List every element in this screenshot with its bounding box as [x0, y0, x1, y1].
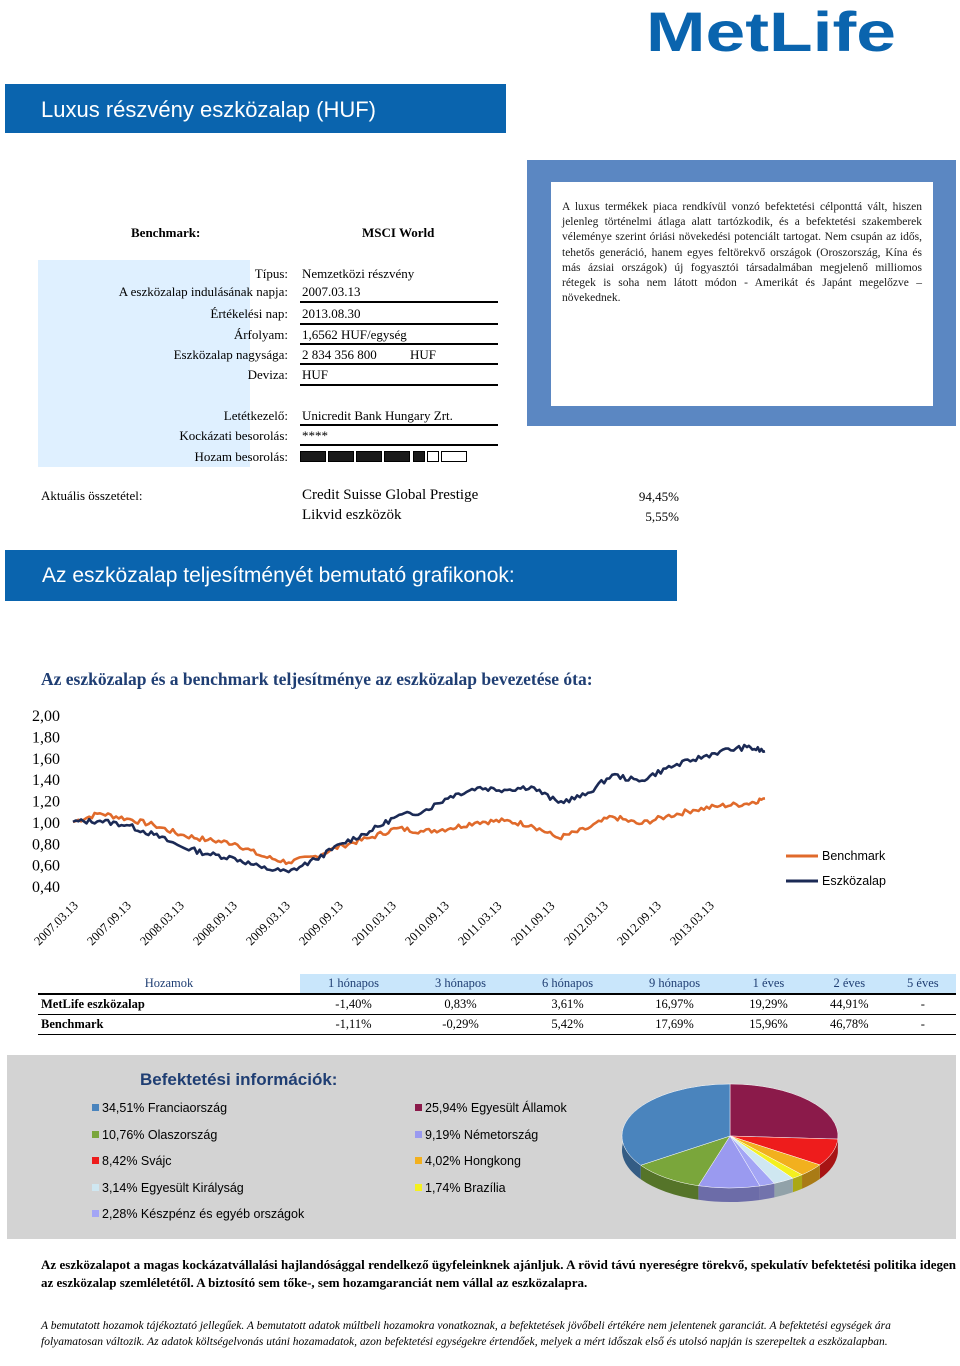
geo-legend-item — [415, 1101, 567, 1115]
table-cell: 3,61% — [514, 994, 621, 1014]
x-tick-label: 2008.09.13 — [190, 898, 240, 949]
composition-item-name: Likvid eszközök — [302, 507, 402, 523]
table-cell: 15,96% — [728, 1014, 809, 1034]
y-tick-label: 1,00 — [32, 814, 60, 832]
benchmark-label: Benchmark: — [131, 225, 201, 240]
pie-slice — [730, 1084, 838, 1139]
y-tick-label: 0,60 — [32, 857, 60, 875]
geo-legend-label: 2,28% Készpénz és egyéb országok — [102, 1207, 305, 1221]
geo-legend-item — [415, 1181, 506, 1195]
detail-value-risk: **** — [302, 428, 328, 443]
detail-label-valuation: Értékelési nap: — [210, 306, 288, 321]
legend-swatch — [92, 1157, 99, 1164]
y-tick-label: 1,60 — [32, 750, 60, 768]
performance-table — [38, 974, 956, 1035]
geo-legend-item — [92, 1154, 171, 1168]
table-header-cell: 1 hónapos — [300, 974, 407, 994]
table-cell: -1,11% — [300, 1014, 407, 1034]
composition-item-value: 94,45% — [638, 489, 679, 504]
x-tick-label: 2007.03.13 — [31, 898, 81, 949]
detail-label-custodian: Letétkezelő: — [223, 408, 288, 423]
x-tick-label: 2011.03.13 — [455, 898, 505, 949]
geo-legend-label: 3,14% Egyesült Királyság — [102, 1181, 244, 1195]
geo-legend-item — [415, 1128, 538, 1142]
detail-label-type: Típus: — [254, 266, 288, 281]
chart-title: Az eszközalap és a benchmark teljesítménye az eszközalap bevezetése óta: — [41, 669, 593, 689]
detail-value-start: 2007.03.13 — [302, 284, 361, 299]
detail-value-size-unit: HUF — [410, 347, 437, 362]
x-tick-label: 2013.03.13 — [667, 898, 717, 949]
divider — [300, 343, 498, 345]
table-header-cell: 3 hónapos — [407, 974, 514, 994]
y-tick-label: 0,80 — [32, 836, 60, 854]
detail-label-start: A eszközalap indulásának napja: — [118, 284, 288, 299]
composition-item-value: 5,55% — [645, 509, 679, 524]
section-title: Az eszközalap teljesítményét bemutató grafikonok: — [42, 564, 515, 587]
geo-title: Befektetési információk: — [140, 1070, 338, 1089]
legend-swatch — [92, 1184, 99, 1191]
table-row — [38, 994, 956, 1014]
yield-box-empty — [441, 451, 467, 462]
detail-label-risk: Kockázati besorolás: — [179, 428, 288, 443]
x-tick-label: 2012.09.13 — [614, 898, 664, 949]
detail-value-type: Nemzetközi részvény — [302, 266, 415, 281]
yield-box-filled — [328, 451, 354, 462]
detail-label-size: Eszközalap nagysága: — [173, 347, 288, 362]
section-bar — [5, 550, 677, 601]
series-line-benchmark — [73, 798, 765, 863]
detail-label-price: Árfolyam: — [233, 327, 288, 342]
yield-box-filled — [384, 451, 410, 462]
table-row-name: MetLife eszközalap — [38, 994, 300, 1014]
yield-box-filled — [413, 451, 425, 462]
legend-label: Benchmark — [822, 849, 886, 863]
x-tick-label: 2009.03.13 — [243, 898, 293, 949]
geo-legend-label: 10,76% Olaszország — [102, 1128, 218, 1142]
legend-swatch — [415, 1104, 422, 1111]
y-tick-label: 1,40 — [32, 772, 60, 790]
fund-description: A luxus termékek piaca rendkívül vonzó befektetési célponttá vált, hiszen jelenleg történelmi átlaga alatt tartózkodik, és a befektetési szakemberek véleménye szerint óriási növekedési potenciált tartogat. Nem csupán az idős, tehetős generáció, hanem egyes feltörekvő országok (Oroszország, Kína és más ázsiai országok) új fogyasztói társadalmában megjelenő milliomos rétegek is soha nem látott módon - Amerikát és Japánt megelőzve – növekednek. — [562, 201, 922, 305]
legend-swatch — [415, 1131, 422, 1138]
geo-legend-label: 34,51% Franciaország — [102, 1101, 228, 1115]
table-header-cell: 2 éves — [809, 974, 890, 994]
y-tick-label: 2,00 — [32, 708, 60, 725]
detail-value-size: 2 834 356 800 — [302, 347, 377, 362]
table-header-cell: 9 hónapos — [621, 974, 728, 994]
metlife-logo — [646, 4, 898, 58]
table-cell: 44,91% — [809, 994, 890, 1014]
divider — [300, 424, 498, 426]
table-cell: - — [890, 994, 956, 1014]
divider — [300, 301, 498, 303]
detail-label-yield-class: Hozam besorolás: — [194, 449, 288, 464]
detail-value-currency: HUF — [302, 367, 329, 382]
table-row — [38, 1014, 956, 1034]
x-tick-label: 2010.03.13 — [349, 898, 399, 949]
divider — [300, 444, 498, 446]
table-header-cell: 5 éves — [890, 974, 956, 994]
x-tick-label: 2012.03.13 — [561, 898, 611, 949]
yield-box-filled — [356, 451, 382, 462]
table-row-name: Benchmark — [38, 1014, 300, 1034]
geo-pie-chart — [620, 1078, 850, 1228]
geo-legend-item — [415, 1154, 521, 1168]
table-header-cell: 1 éves — [728, 974, 809, 994]
x-tick-label: 2007.09.13 — [84, 898, 134, 949]
table-cell: 46,78% — [809, 1014, 890, 1034]
legend-swatch — [92, 1104, 99, 1111]
yield-box-filled — [300, 451, 326, 462]
benchmark-value: MSCI World — [362, 225, 435, 240]
geo-legend-label: 4,02% Hongkong — [425, 1154, 521, 1168]
legend-swatch — [92, 1131, 99, 1138]
table-cell: 17,69% — [621, 1014, 728, 1034]
composition-item-name: Credit Suisse Global Prestige — [302, 487, 479, 503]
divider — [300, 323, 498, 325]
table-cell: 5,42% — [514, 1014, 621, 1034]
metlife-logo-text: MetLife — [646, 4, 896, 58]
legend-swatch — [415, 1184, 422, 1191]
legend-label: Eszközalap — [822, 874, 886, 888]
x-tick-label: 2009.09.13 — [296, 898, 346, 949]
geo-legend-item — [92, 1207, 304, 1221]
table-cell: -0,29% — [407, 1014, 514, 1034]
y-tick-label: 0,40 — [32, 879, 60, 896]
yield-box-empty — [427, 451, 439, 462]
x-tick-label: 2008.03.13 — [137, 898, 187, 949]
x-tick-label: 2010.09.13 — [402, 898, 452, 949]
geo-legend-label: 25,94% Egyesült Államok — [425, 1101, 567, 1115]
legend-swatch — [415, 1157, 422, 1164]
detail-value-valuation: 2013.08.30 — [302, 306, 361, 321]
table-cell: 19,29% — [728, 994, 809, 1014]
divider — [300, 384, 498, 386]
table-header-row — [38, 974, 956, 994]
table-header-cell: Hozamok — [38, 974, 300, 994]
composition-label: Aktuális összetétel: — [41, 488, 143, 503]
y-tick-label: 1,80 — [32, 729, 60, 747]
y-tick-label: 1,20 — [32, 793, 60, 811]
detail-value-price: 1,6562 HUF/egység — [302, 327, 407, 342]
geo-legend-item — [92, 1101, 227, 1115]
table-cell: -1,40% — [300, 994, 407, 1014]
divider — [300, 363, 498, 365]
footnote: A bemutatott hozamok tájékoztató jellegűek. A bemutatott adatok múltbeli hozamokra vonatkoznak, a befektetések jövőbeli értékére nem jelentenek garanciát. A befektetési egységek ára folyamatosan változik. Az adatok költségelvonás utáni hozamadatok, azon befektetési egységekre értendőek, melyek a mért időszak első és utolsó napján is szerepeltek a eszközalapban. — [41, 1320, 891, 1348]
table-cell: 0,83% — [407, 994, 514, 1014]
x-tick-label: 2011.09.13 — [508, 898, 558, 949]
geo-legend-item — [92, 1128, 217, 1142]
table-header-cell: 6 hónapos — [514, 974, 621, 994]
table-cell: 16,97% — [621, 994, 728, 1014]
series-line-eszközalap — [73, 745, 765, 872]
detail-value-custodian: Unicredit Bank Hungary Zrt. — [302, 408, 453, 423]
fund-title-bar — [5, 84, 506, 133]
table-cell: - — [890, 1014, 956, 1034]
fund-title: Luxus részvény eszközalap (HUF) — [41, 97, 377, 122]
geo-legend-item — [92, 1181, 244, 1195]
legend-swatch — [92, 1210, 99, 1217]
risk-warning: Az eszközalapot a magas kockázatvállalási hajlandósággal rendelkező ügyfeleinknek ajánljuk. A rövid távú nyereségre törekvő, spekulatív befektetési politika idegen az eszközalap szemléletétől. A biztosító sem tőke-, sem hozamgaranciát nem vállal az eszközalapra. — [41, 1257, 956, 1290]
geo-legend-label: 9,19% Németország — [425, 1128, 539, 1142]
geo-legend-label: 1,74% Brazília — [425, 1181, 506, 1195]
performance-chart — [0, 700, 960, 960]
geo-legend-label: 8,42% Svájc — [102, 1154, 172, 1168]
detail-label-currency: Deviza: — [247, 367, 288, 382]
